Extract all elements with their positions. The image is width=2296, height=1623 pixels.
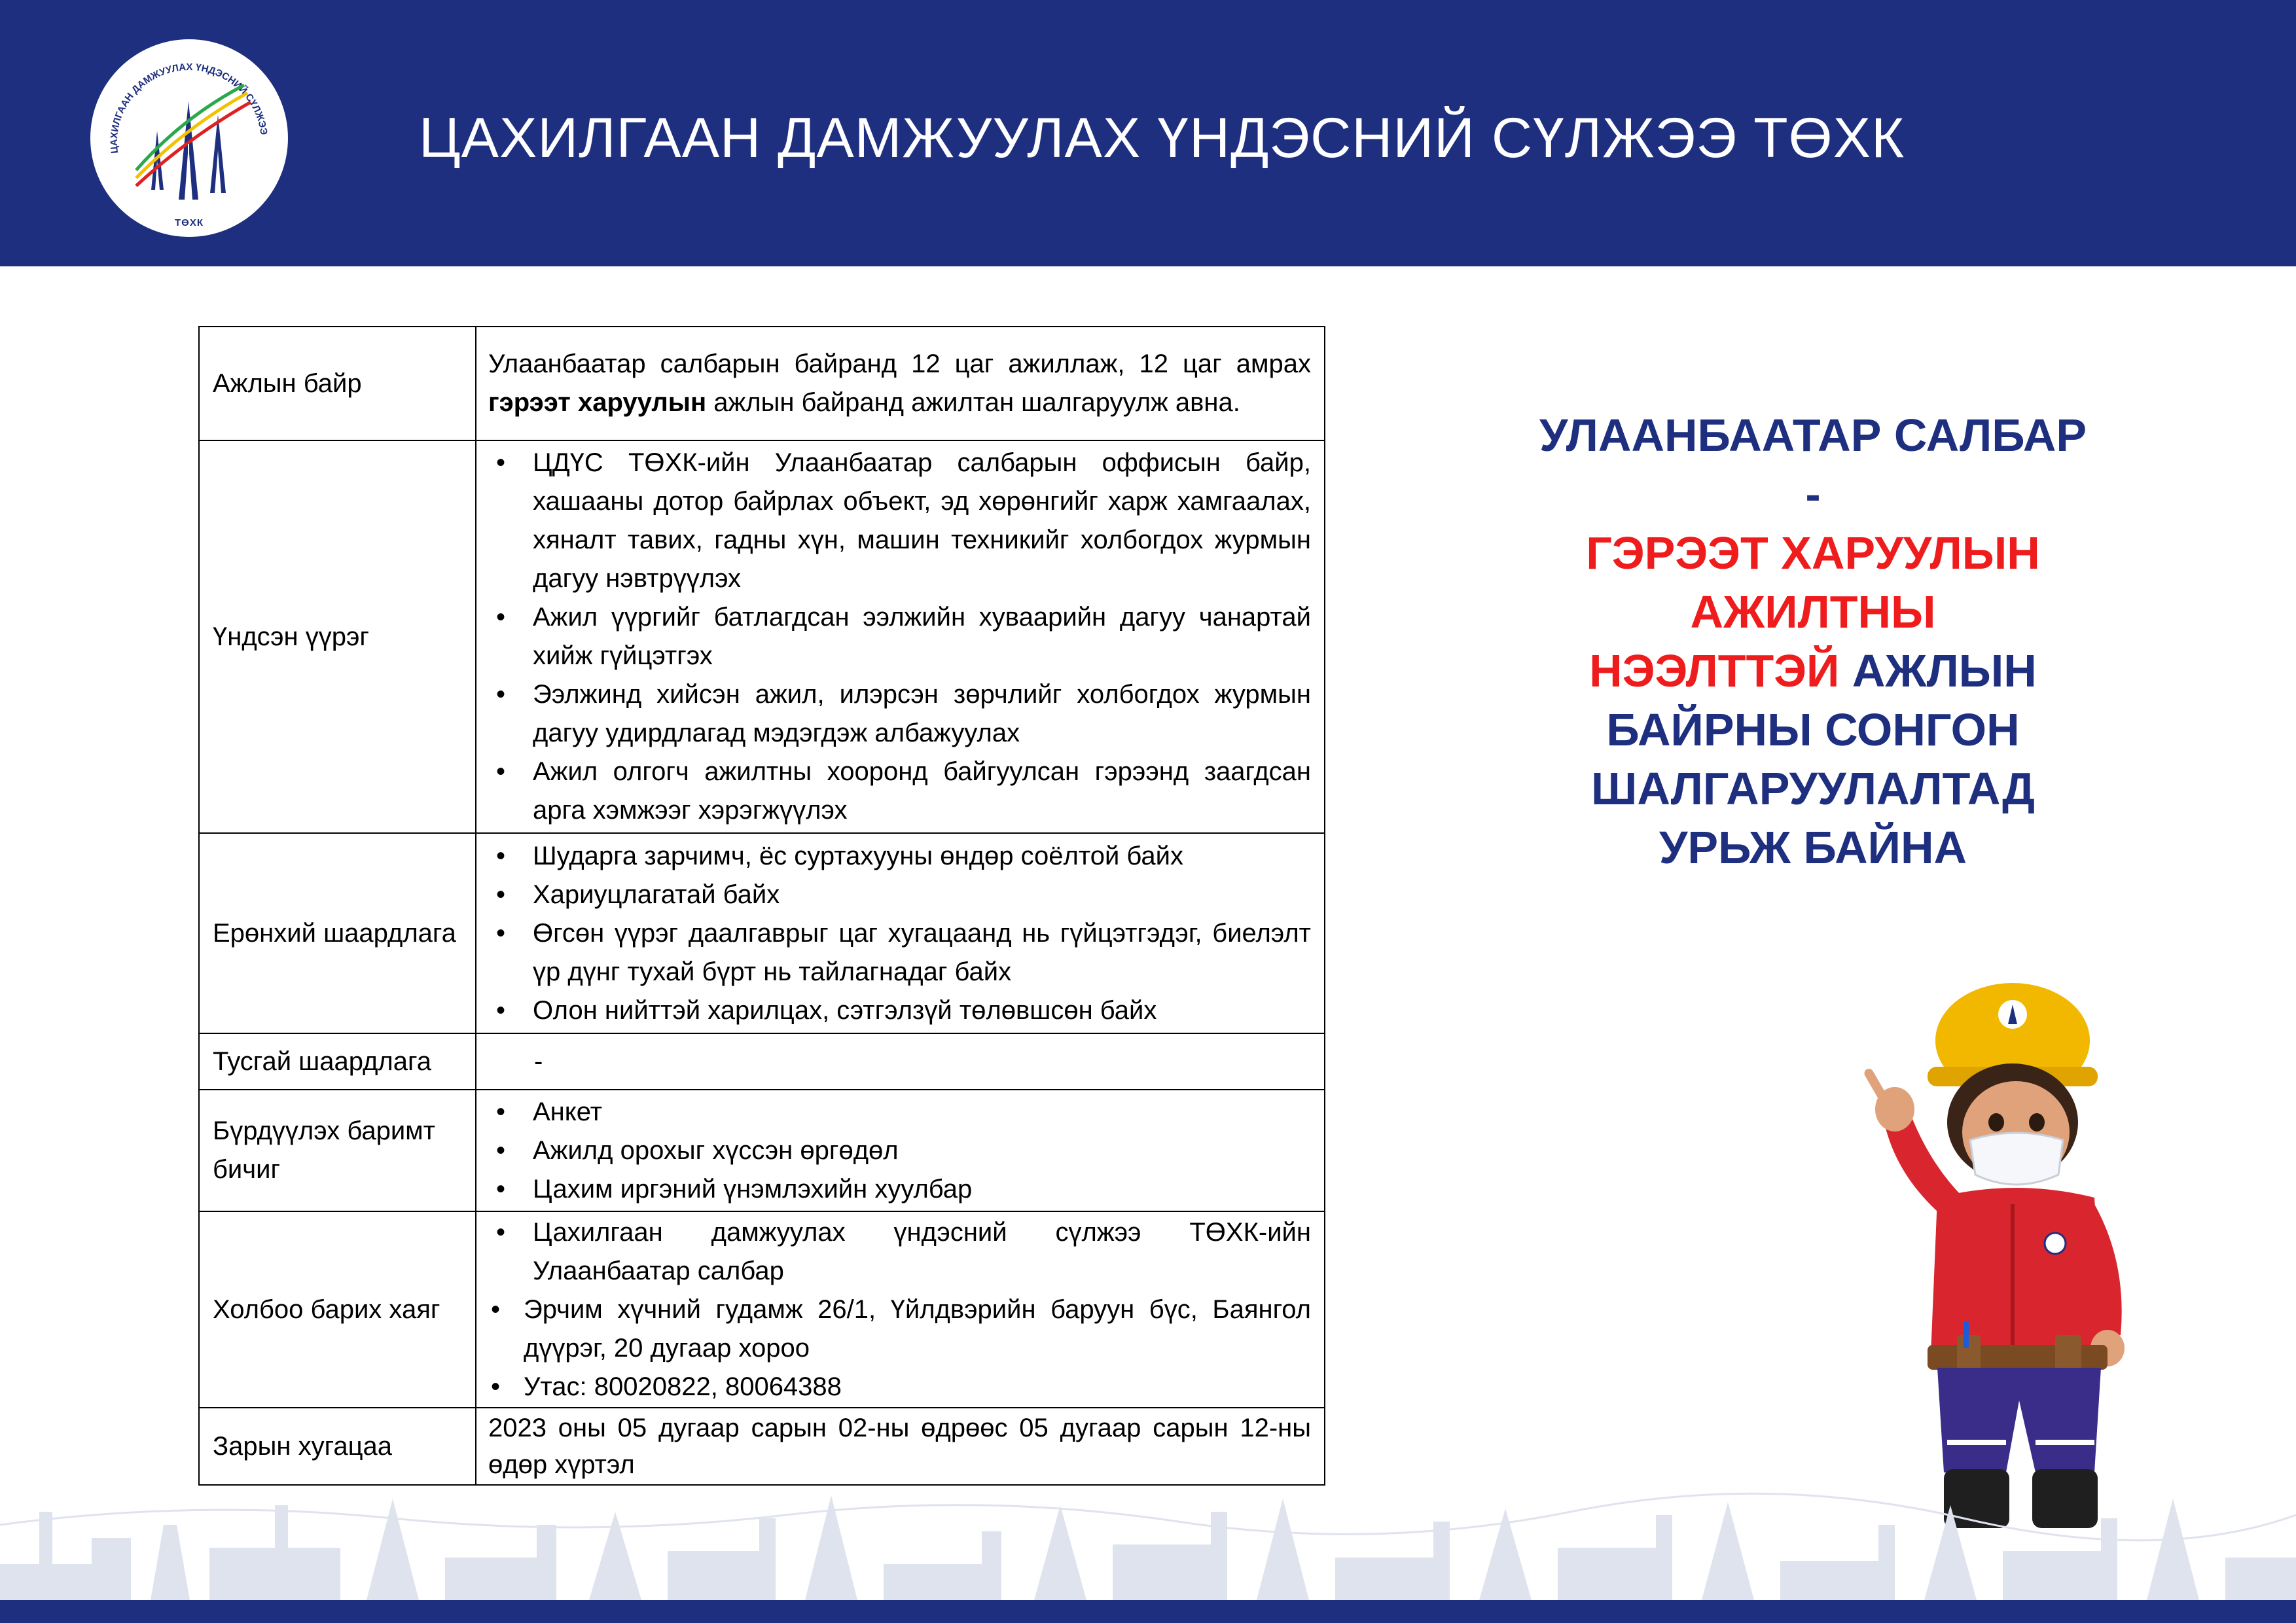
headline-line: БАЙРНЫ СОНГОН	[1606, 704, 2020, 755]
row-value	[476, 833, 1325, 1033]
headline-line: ШАЛГАРУУЛАЛТАД	[1591, 763, 2035, 814]
list-item: • Ажил үүргийг батлагдсан ээлжийн хуваарийн дагуу чанартай хийж гүйцэтгэх	[488, 598, 1311, 675]
bullet-list	[488, 1093, 1311, 1209]
list-item: • ЦДҮС ТӨХК-ийн Улаанбаатар салбарын оффисын байр, хашааны дотор байрлах объект, эд хөрөнгийг харж хамгаалах, хяналт тавих, гадны хүн, машин техникийг холбогдох журмын дагуу нэвтрүүлэх	[488, 444, 1311, 598]
list-item: • Ажил олгогч ажилтны хооронд байгуулсан гэрээнд заагдсан арга хэмжээг хэрэгжүүлэх	[488, 753, 1311, 830]
list-item: • Утас: 80020822, 80064388	[488, 1368, 1311, 1406]
headline-line: АЖИЛТНЫ	[1690, 586, 1936, 637]
bullet-list	[488, 1213, 1311, 1406]
logo-emblem-icon	[90, 39, 288, 237]
row-value: Улаанбаатар салбарын байранд 12 цаг ажиллаж, 12 цаг амрах гэрээт харуулын ажлын байранд ажилтан шалгаруулж авна.	[476, 327, 1325, 440]
row-label: Ерөнхий шаардлага	[199, 833, 476, 1033]
table-row	[199, 327, 1325, 440]
row-label: Бүрдүүлэх баримт бичиг	[199, 1090, 476, 1211]
table-row	[199, 1408, 1325, 1485]
list-item: • Ээлжинд хийсэн ажил, илэрсэн зөрчлийг холбогдох журмын дагуу удирдлагад мэдэгдэж албажуулах	[488, 675, 1311, 753]
row-value	[476, 440, 1325, 833]
highlight-text: гэрээт харуулын	[488, 388, 707, 417]
headline-line: УЛААНБААТАР САЛБАР	[1539, 410, 2087, 461]
logo-short-name: ТӨХК	[175, 217, 204, 228]
logo-ring-text: ЦАХИЛГААН ДАМЖУУЛАХ ҮНДЭСНИЙ СҮЛЖЭЭ	[108, 62, 270, 154]
list-item: • Ажилд орохыг хүссэн өргөдөл	[488, 1132, 1311, 1170]
table-row	[199, 833, 1325, 1033]
list-item: • Эрчим хүчний гудамж 26/1, Үйлдвэрийн баруун бүс, Баянгол дүүрэг, 20 дугаар хороо	[488, 1291, 1311, 1368]
row-label: Холбоо барих хаяг	[199, 1211, 476, 1408]
row-value	[476, 1033, 1325, 1090]
row-label: Тусгай шаардлага	[199, 1033, 476, 1090]
headline-line: ГЭРЭЭТ ХАРУУЛЫН	[1586, 527, 2040, 579]
bullet-list	[488, 444, 1311, 830]
list-item: • Өгсөн үүрэг даалгаврыг цаг хугацаанд нь гүйцэтгэдэг, биелэлт үр дүнг тухай бүрт нь тайлагнадаг байх	[488, 914, 1311, 991]
list-item: • Шударга зарчимч, ёс суртахууны өндөр соёлтой байх	[488, 837, 1311, 876]
list-item: • Анкет	[488, 1093, 1311, 1132]
row-value	[476, 1090, 1325, 1211]
table-row	[199, 1211, 1325, 1408]
table-row	[199, 1033, 1325, 1090]
empty-value: -	[534, 1046, 543, 1076]
headline-line: УРЬЖ БАЙНА	[1659, 822, 1967, 873]
table-row	[199, 1090, 1325, 1211]
bullet-list	[488, 837, 1311, 1030]
headline-line: НЭЭЛТТЭЙ АЖЛЫН	[1589, 645, 2037, 696]
list-item: • Цахим иргэний үнэмлэхийн хуулбар	[488, 1170, 1311, 1209]
headline-line: -	[1805, 469, 1821, 520]
job-details-table	[198, 326, 1325, 1486]
vacancy-headline	[1473, 406, 2153, 877]
row-label: Үндсэн үүрэг	[199, 440, 476, 833]
row-label: Зарын хугацаа	[199, 1408, 476, 1485]
company-logo	[90, 39, 288, 237]
list-item: • Олон нийттэй харилцах, сэтгэлзүй төлөвшсөн байх	[488, 991, 1311, 1030]
row-label: Ажлын байр	[199, 327, 476, 440]
row-value: 2023 оны 05 дугаар сарын 02-ны өдрөөс 05 дугаар сарын 12-ны өдөр хүртэл	[476, 1408, 1325, 1485]
row-value	[476, 1211, 1325, 1408]
page-title: ЦАХИЛГААН ДАМЖУУЛАХ ҮНДЭСНИЙ СҮЛЖЭЭ ТӨХК	[419, 107, 1905, 169]
header-banner	[0, 0, 2296, 266]
worker-mascot-illustration	[1859, 969, 2134, 1538]
list-item: • Хариуцлагатай байх	[488, 876, 1311, 914]
table-row	[199, 440, 1325, 833]
industrial-skyline-decoration	[0, 1486, 2296, 1600]
footer-bar	[0, 1600, 2296, 1623]
list-item: • Цахилгаан дамжуулах үндэсний сүлжээ ТӨХК-ийн Улаанбаатар салбар	[488, 1213, 1311, 1291]
